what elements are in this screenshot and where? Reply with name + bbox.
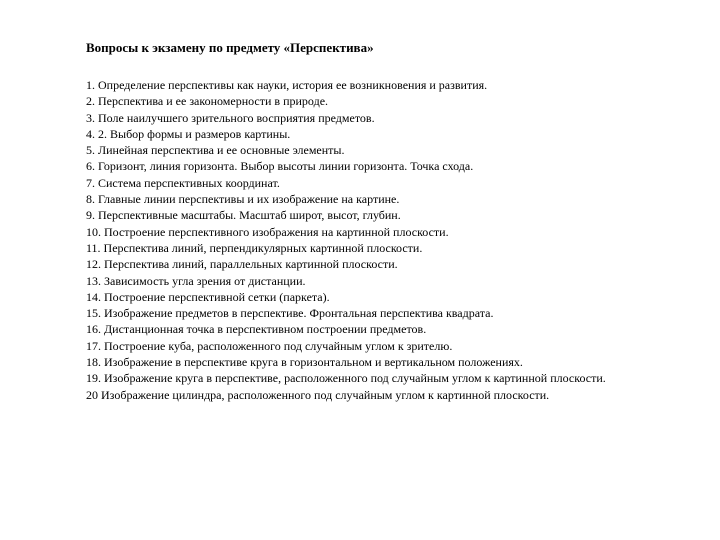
question-item: 5. Линейная перспектива и ее основные элементы. [86, 143, 345, 158]
question-item: 10. Построение перспективного изображения на картинной плоскости. [86, 224, 449, 239]
question-item: 4. 2. Выбор формы и размеров картины. [86, 126, 291, 141]
question-item: 12. Перспектива линий, параллельных картинной плоскости. [86, 257, 398, 272]
question-item: 18. Изображение в перспективе круга в горизонтальном и вертикальном положениях. [86, 355, 523, 370]
question-item: 14. Построение перспективной сетки (паркета). [86, 289, 330, 304]
question-item: 9. Перспективные масштабы. Масштаб широт, высот, глубин. [86, 208, 401, 223]
question-item: 7. Система перспективных координат. [86, 175, 280, 190]
question-item: 19. Изображение круга в перспективе, расположенного под случайным углом к картинной плоскости. [86, 371, 606, 386]
document-title: Вопросы к экзамену по предмету «Перспектива» [86, 40, 374, 55]
question-item: 1. Определение перспективы как науки, история ее возникновения и развития. [86, 78, 488, 92]
question-item: 13. Зависимость угла зрения от дистанции. [86, 273, 306, 288]
question-item: 8. Главные линии перспективы и их изображение на картине. [86, 192, 400, 207]
question-list [86, 77, 646, 403]
question-item: 6. Горизонт, линия горизонта. Выбор высоты линии горизонта. Точка схода. [86, 159, 474, 174]
question-item: 16. Дистанционная точка в перспективном построении предметов. [86, 322, 427, 337]
question-item: 11. Перспектива линий, перпендикулярных картинной плоскости. [86, 240, 423, 255]
document-page [86, 40, 646, 403]
question-item: 2. Перспектива и ее закономерности в природе. [86, 94, 329, 109]
question-item: 15. Изображение предметов в перспективе. Фронтальная перспектива квадрата. [86, 306, 494, 321]
question-item: 17. Построение куба, расположенного под случайным углом к зрителю. [86, 338, 453, 353]
question-item: 20 Изображение цилиндра, расположенного под случайным углом к картинной плоскости. [86, 387, 550, 402]
question-item: 3. Поле наилучшего зрительного восприятия предметов. [86, 110, 375, 125]
